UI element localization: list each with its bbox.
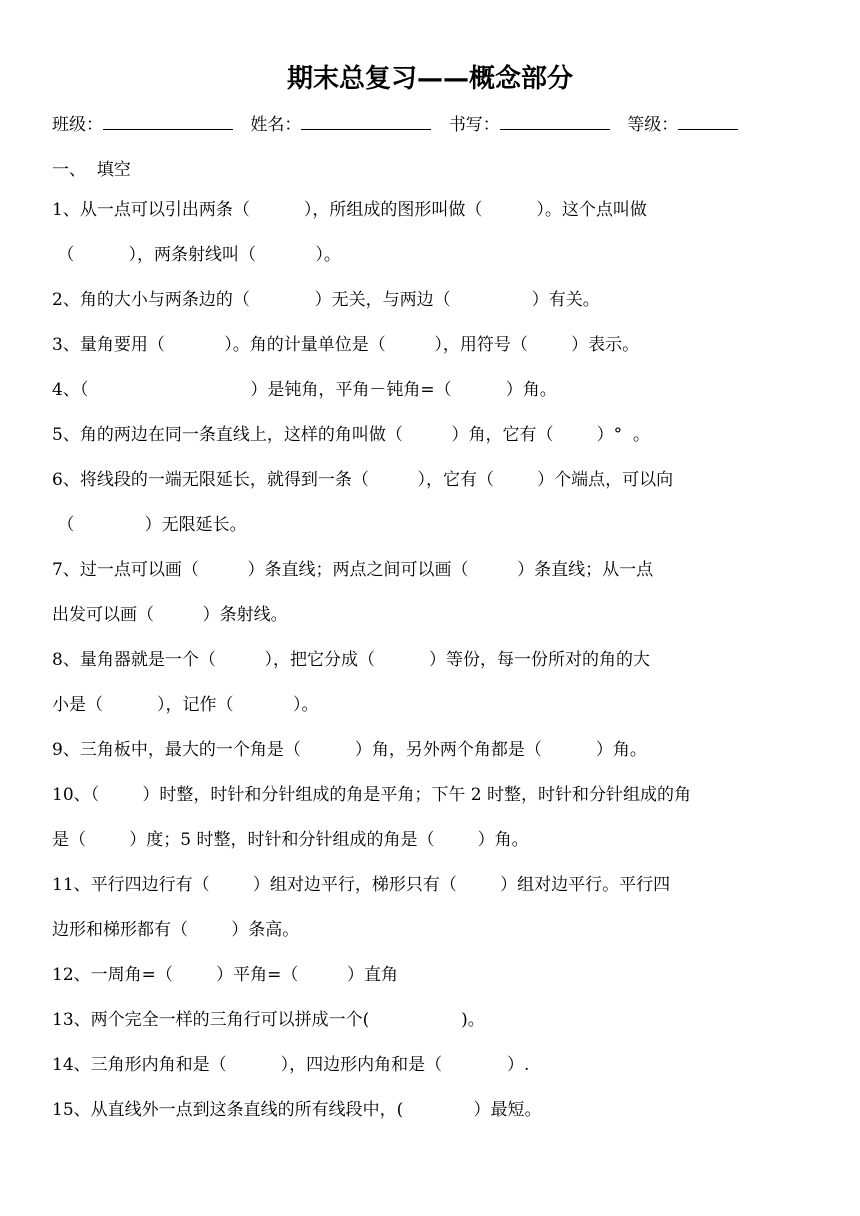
question-line: （ ），两条射线叫（ ）。 <box>52 245 341 265</box>
question-line: 边形和梯形都有（ ）条高。 <box>52 920 300 940</box>
question-line: 2、角的大小与两条边的（ ）无关，与两边（ ）有关。 <box>52 290 600 310</box>
question-line: 8、量角器就是一个（ ），把它分成（ ）等份，每一份所对的角的大 <box>52 650 650 670</box>
question-line: 小是（ ），记作（ ）。 <box>52 695 319 715</box>
student-info-row <box>52 110 750 135</box>
question-line: 15、从直线外一点到这条直线的所有线段中，( ）最短。 <box>52 1100 542 1120</box>
question-line: 10、（ ）时整，时针和分针组成的角是平角；下午 2 时整，时针和分针组成的角 <box>52 785 691 805</box>
question-line: 4、（ ）是钝角，平角－钝角=（ ）角。 <box>52 380 557 400</box>
page-title: 期末总复习——概念部分 <box>286 64 573 94</box>
question-line: 3、量角要用（ ）。角的计量单位是（ ），用符号（ ）表示。 <box>52 335 640 355</box>
class-label: 班级： <box>52 115 103 135</box>
question-line: 1、从一点可以引出两条（ ），所组成的图形叫做（ ）。这个点叫做 <box>52 200 647 220</box>
name-label: 姓名： <box>250 115 302 135</box>
writing-label: 书写： <box>448 115 500 135</box>
name-blank[interactable] <box>301 112 431 130</box>
question-line: 5、角的两边在同一条直线上，这样的角叫做（ ）角，它有（ ）° 。 <box>52 425 650 445</box>
question-line: 11、平行四边行有（ ）组对边平行，梯形只有（ ）组对边平行。平行四 <box>52 875 671 895</box>
grade-blank[interactable] <box>678 112 738 130</box>
question-line: 14、三角形内角和是（ ），四边形内角和是（ ）. <box>52 1055 530 1075</box>
section-title: 一、 填空 <box>52 160 131 180</box>
question-line: （ ）无限延长。 <box>52 515 247 535</box>
question-line: 12、一周角=（ ）平角=（ ）直角 <box>52 965 398 985</box>
question-line: 9、三角板中，最大的一个角是（ ）角，另外两个角都是（ ）角。 <box>52 740 647 760</box>
question-line: 6、将线段的一端无限延长，就得到一条（ ），它有（ ）个端点，可以向 <box>52 470 674 490</box>
question-line: 出发可以画（ ）条射线。 <box>52 605 288 625</box>
grade-label: 等级： <box>627 115 679 135</box>
writing-blank[interactable] <box>500 112 610 130</box>
question-line: 是（ ）度；5 时整，时针和分针组成的角是（ ）角。 <box>52 830 529 850</box>
question-line: 7、过一点可以画（ ）条直线；两点之间可以画（ ）条直线；从一点 <box>52 560 654 580</box>
class-blank[interactable] <box>103 112 233 130</box>
question-line: 13、两个完全一样的三角行可以拼成一个( )。 <box>52 1010 485 1030</box>
